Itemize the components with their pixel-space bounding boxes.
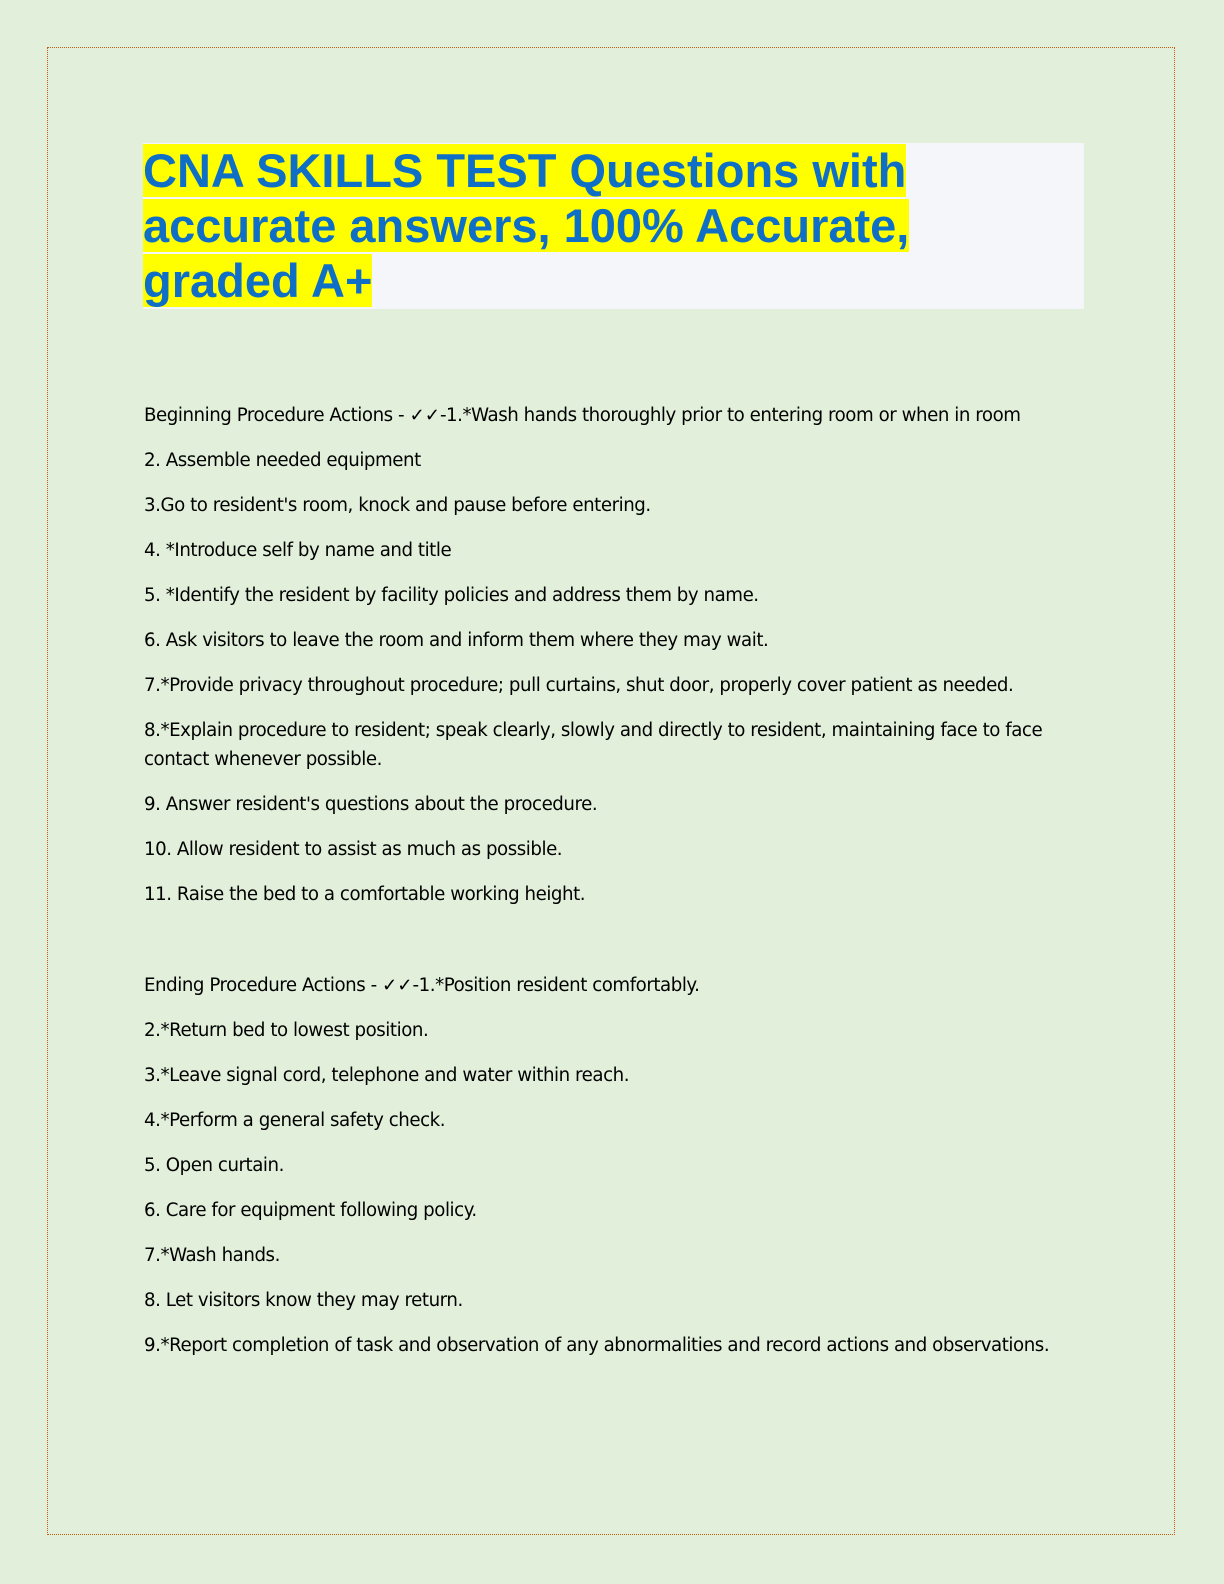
step-item: 7.*Provide privacy throughout procedure; pull curtains, shut door, properly cover patient as needed. [144, 675, 1014, 696]
title-line-3: graded A+ [143, 254, 373, 307]
title-line-2: accurate answers, 100% Accurate, [143, 199, 910, 252]
step-item: 8.*Explain procedure to resident; speak clearly, slowly and directly to resident, maintaining face to face contact whenever possible. [144, 720, 1043, 770]
section-heading: Ending Procedure Actions - [144, 975, 383, 996]
double-checkmark-icon: ✓✓ [382, 975, 413, 996]
step-item: 4. *Introduce self by name and title [144, 540, 452, 561]
section-heading: Beginning Procedure Actions - [144, 405, 410, 426]
first-step: -1.*Wash hands thoroughly prior to entering room or when in room [439, 405, 1021, 426]
step-item: 3.*Leave signal cord, telephone and water within reach. [144, 1065, 630, 1086]
first-step: -1.*Position resident comfortably. [412, 975, 700, 996]
section-beginning-procedure [144, 401, 1084, 909]
step-item: 2. Assemble needed equipment [144, 450, 421, 471]
step-item: 5. Open curtain. [144, 1155, 284, 1176]
step-item: 6. Care for equipment following policy. [144, 1200, 477, 1221]
step-item: 8. Let visitors know they may return. [144, 1290, 463, 1311]
step-item: 2.*Return bed to lowest position. [144, 1020, 429, 1041]
step-item: 9. Answer resident's questions about the procedure. [144, 794, 598, 815]
step-item: 4.*Perform a general safety check. [144, 1110, 446, 1131]
step-item: 10. Allow resident to assist as much as possible. [144, 839, 563, 860]
step-item: 11. Raise the bed to a comfortable working height. [144, 884, 586, 905]
title-line-1: CNA SKILLS TEST Questions with [143, 144, 907, 197]
section-heading-line [144, 401, 1084, 430]
step-item: 7.*Wash hands. [144, 1245, 280, 1266]
step-item: 3.Go to resident's room, knock and pause before entering. [144, 495, 651, 516]
section-spacer [144, 925, 1084, 971]
page-title [143, 143, 943, 308]
title-block [143, 143, 1084, 309]
section-heading-line [144, 971, 1084, 1000]
step-item: 5. *Identify the resident by facility policies and address them by name. [144, 585, 759, 606]
step-item: 9.*Report completion of task and observation of any abnormalities and record actions and observations. [144, 1335, 1050, 1356]
step-item: 6. Ask visitors to leave the room and inform them where they may wait. [144, 630, 769, 651]
section-ending-procedure [144, 971, 1084, 1360]
double-checkmark-icon: ✓✓ [409, 405, 440, 426]
document-body [144, 401, 1084, 1376]
